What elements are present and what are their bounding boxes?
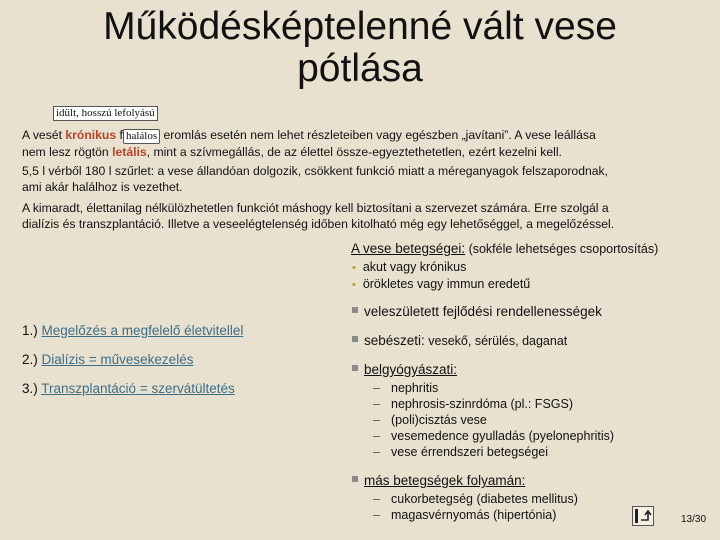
keyword-lethal[interactable]: letális [112, 145, 147, 159]
dash-icon: – [373, 492, 380, 506]
link-dialysis[interactable]: Dialízis = művesekezelés [41, 352, 194, 367]
list-item: • akut vagy krónikus [352, 260, 467, 274]
dash-icon: – [373, 508, 380, 522]
list-item: – vesemedence gyulladás (pyelonephritis) [373, 429, 615, 443]
link-prevention[interactable]: Megelőzés a megfelelő életvitellel [41, 323, 244, 338]
paragraph-3: A kimaradt, élettanilag nélkülözhetetlen funkciót máshogy kell biztosítani a szervezet számára. Erre szolgál a dialízis és transzplantáció. Illetve a veseelégtelenség időben kitolható még egy lehetőséggel, a megelőzéssel. [22, 201, 615, 231]
keyword-chronic[interactable]: krónikus [65, 128, 117, 142]
square-bullet-icon [352, 336, 358, 342]
paragraph-1: A vesét krónikus f halálos eromlás esetén nem lehet részleteiben vagy egészben „javítani”. A vese leállása nem lesz rögtön letális, mint a szívmegállás, de az élettel össze-egyeztethetetlen, ezért kezelni kell. [22, 128, 596, 159]
internal-diseases-list [373, 380, 614, 460]
title-line-1: Működésképtelenné vált vese [103, 5, 617, 48]
square-bullet-icon [352, 476, 358, 482]
tooltip-fatal: halálos [123, 129, 160, 144]
page-number: 13/30 [681, 514, 707, 525]
list-item: – nephrosis-szinrdóma (pl.: FSGS) [373, 397, 574, 411]
return-icon[interactable] [632, 506, 654, 531]
list-item: – (poli)cisztás vese [373, 413, 487, 427]
paragraph-2: 5,5 l vérből 180 l szűrlet: a vese állandóan dolgozik, csökkent funkció miatt a méreganyagok felszaporodnak, ami akár halálhoz is vezethet. [22, 164, 609, 194]
title-line-2: pótlása [297, 47, 423, 90]
list-item: – magasvérnyomás (hipertónia) [373, 508, 557, 522]
other-diseases-list [373, 491, 578, 523]
square-bullet-icon [352, 307, 358, 313]
list-item: – nephritis [373, 381, 439, 395]
dash-icon: – [373, 381, 380, 395]
list-item[interactable]: 1.) Megelőzés a megfelelő életvitellel [22, 323, 244, 338]
category-other: más betegségek folyamán: [352, 473, 525, 488]
list-item: – vese érrendszeri betegségei [373, 445, 549, 459]
category-surgical: sebészeti: vesekő, sérülés, daganat [352, 333, 567, 348]
treatment-list [22, 321, 243, 399]
bullet-icon: • [352, 279, 356, 291]
bullet-icon: • [352, 262, 356, 274]
dash-icon: – [373, 445, 380, 459]
tooltip-chronic: idült, hosszú lefolyású [53, 106, 158, 121]
list-item[interactable]: 2.) Dialízis = művesekezelés [22, 352, 194, 367]
diseases-heading: A vese betegségei: (sokféle lehetséges csoportosítás) [351, 241, 659, 256]
list-item: – cukorbetegség (diabetes mellitus) [373, 492, 578, 506]
link-transplant[interactable]: Transzplantáció = szervátültetés [41, 381, 235, 396]
disease-types-list [352, 259, 530, 293]
list-item: • örökletes vagy immun eredetű [352, 277, 531, 291]
dash-icon: – [373, 413, 380, 427]
square-bullet-icon [352, 365, 358, 371]
dash-icon: – [373, 429, 380, 443]
slide-title [0, 6, 720, 90]
category-congenital: veleszületett fejlődési rendellenességek [352, 304, 602, 319]
dash-icon: – [373, 397, 380, 411]
category-internal: belgyógyászati: [352, 362, 457, 377]
list-item[interactable]: 3.) Transzplantáció = szervátültetés [22, 381, 235, 396]
